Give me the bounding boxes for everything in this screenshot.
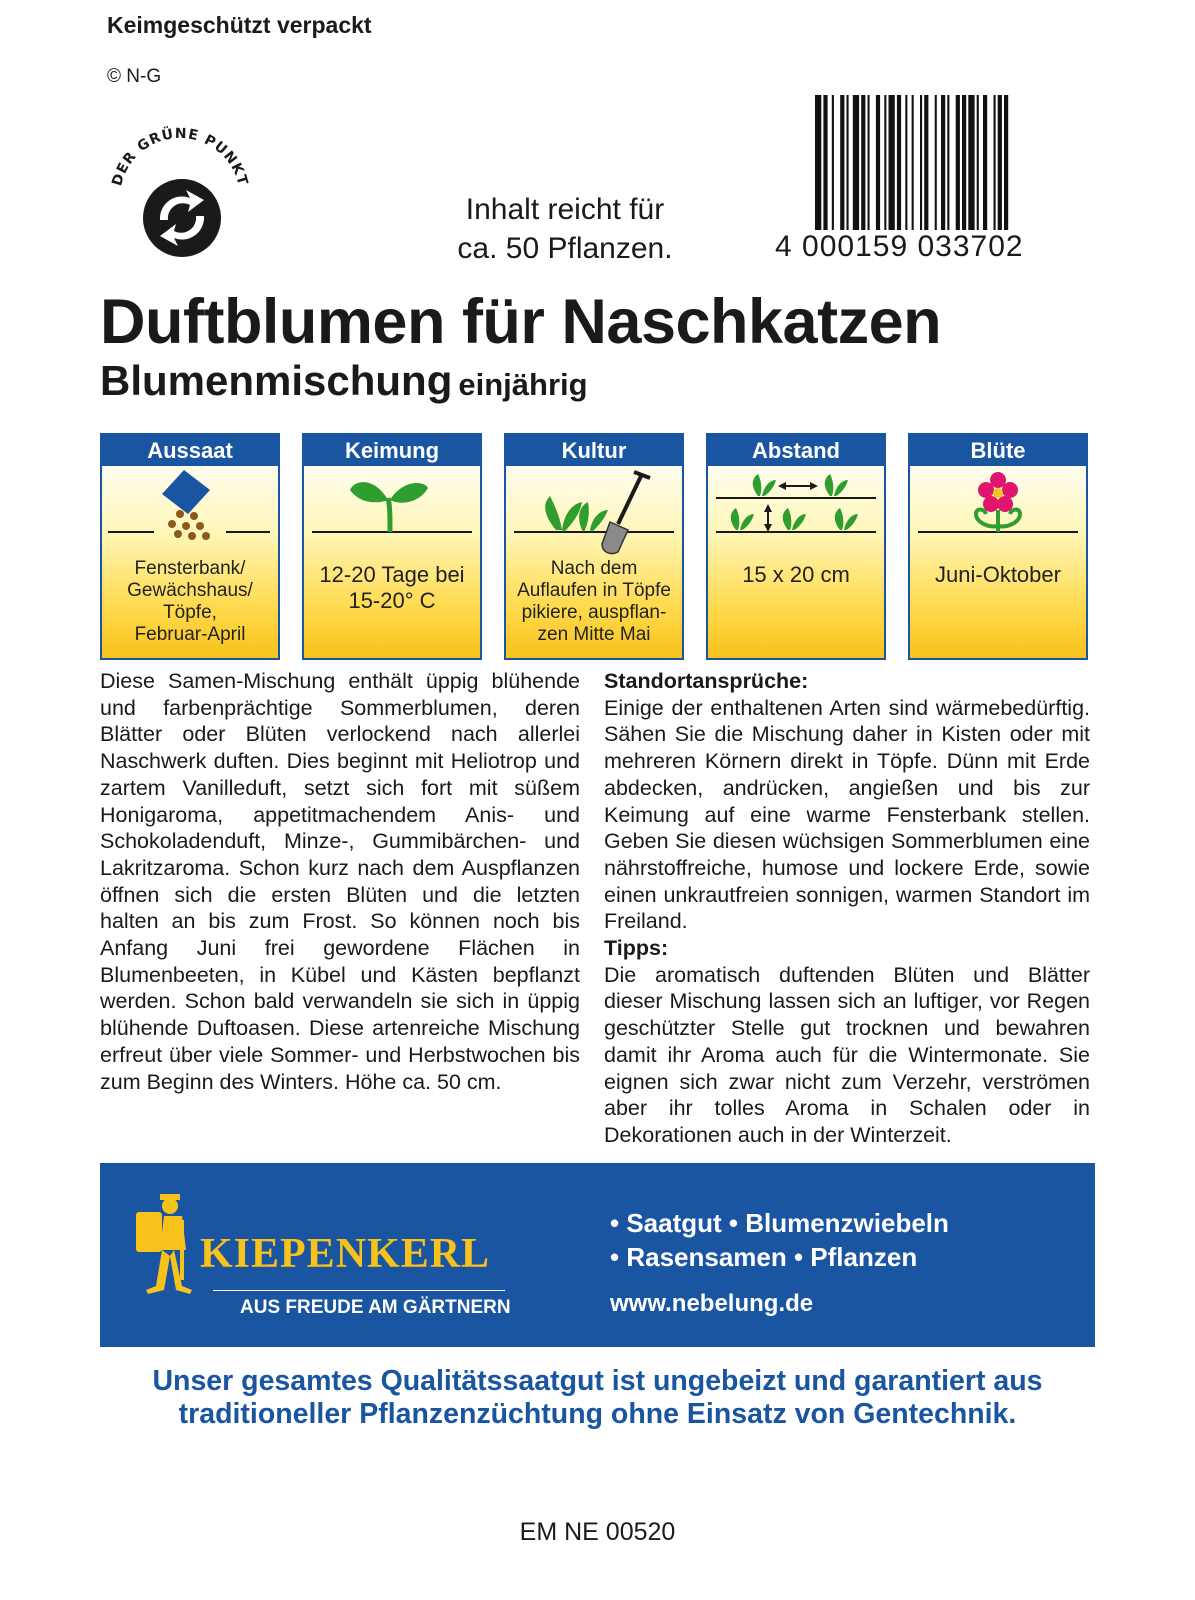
- contents-line-1: Inhalt reicht für: [465, 193, 665, 226]
- quality-line-1: Unser gesamtes Qualitätssaatgut ist ungebeizt und garantiert aus: [152, 1365, 1043, 1397]
- panel-header: Aussaat: [147, 438, 233, 463]
- packaging-note: Keimgeschützt verpackt: [107, 12, 372, 38]
- description-text: Diese Samen-Mischung enthält üppig blühende und farbenprächtige Sommerblumen, deren Blätter oder Blüten verlockend nach allerlei Naschwerk duften. Dies beginnt mit Heliotrop und zartem Vanilleduft, setzt sich fort mit süßem Honigaroma, appetitmachendem Anis- und Schokoladenduft, Minze-, Gummibärchen- und Lakritzaroma. Schon kurz nach dem Auspflanzen öffnen sich die ersten Blüten und die letzten halten an bis zum Frost. So können noch bis Anfang Juni frei gewordene Flächen in Blumenbeeten, in Kübel und Kästen bepflanzt werden. Schon bald verwandeln sie sich in üppig blühende Duftoasen. Diese artenreiche Mischung erfreut über viele Sommer- und Herbstwochen bis zum Beginn des Winters. Höhe ca. 50 cm.: [100, 669, 580, 1094]
- contents-info: [420, 190, 710, 268]
- kiepenkerl-figure-icon: [130, 1190, 200, 1300]
- tips-text: Die aromatisch duftenden Blüten und Blätter dieser Mischung lassen sich an luftiger, vor Regen geschützter Stelle gut trocknen und bewahren damit ihr Aroma auch für die Wintermonate. Sie eignen sich zwar nicht zum Verzehr, verströmen aber ihr tolles Aroma in Schalen oder in Dekorationen auch in der Winterzeit.: [604, 962, 1090, 1147]
- panel-line: Töpfe,: [163, 602, 217, 623]
- panel-aussaat: [100, 433, 280, 660]
- barcode-number: 4 000159 033702: [773, 230, 1075, 264]
- green-dot-label: DER GRÜNE PUNKT: [109, 125, 250, 188]
- panel-header: Abstand: [752, 438, 840, 463]
- panel-line: pikiere, auspflan-: [521, 602, 667, 623]
- panel-text: [106, 558, 274, 646]
- panel-abstand: [706, 433, 886, 660]
- panel-line: Nach dem: [550, 558, 638, 579]
- panel-header: Kultur: [561, 438, 627, 463]
- panel-line: Gewächshaus/: [127, 580, 253, 601]
- panel-text: [914, 562, 1082, 588]
- panel-line: 15 x 20 cm: [742, 562, 850, 587]
- location-text: Einige der enthaltenen Arten sind wärmebedürftig. Sähen Sie die Mischung daher in Kisten oder mit mehreren Körnern direkt in Töpfe. Dünn mit Erde abdecken, andrücken, angießen und bis zur Keimung auf eine warme Fensterbank stellen. Geben Sie diesen wüchsigen Sommerblumen eine nährstoffreiche, humose und lockere Erde, sowie einen unkrautfreien sonnigen, warmen Standort im Freiland.: [604, 695, 1090, 934]
- tips-heading: Tipps:: [604, 936, 669, 961]
- banner-bullet-1: • Saatgut • Blumenzwiebeln: [610, 1208, 949, 1238]
- care-instructions: [604, 668, 1090, 1149]
- contents-line-2: ca. 50 Pflanzen.: [457, 232, 673, 265]
- panel-line: Februar-April: [134, 624, 246, 645]
- panel-line: Juni-Oktober: [935, 562, 1061, 587]
- website-link[interactable]: www.nebelung.de: [610, 1290, 814, 1317]
- panel-bluete: [908, 433, 1088, 660]
- quality-statement: [100, 1365, 1095, 1431]
- panel-line: 15-20° C: [348, 588, 436, 613]
- location-heading: Standortansprüche:: [604, 669, 809, 693]
- svg-text:DER GRÜNE PUNKT: [109, 124, 250, 188]
- panel-text: [712, 562, 880, 588]
- panel-line: Fensterbank/: [134, 558, 246, 579]
- panel-keimung: [302, 433, 482, 660]
- panel-text: [308, 562, 476, 614]
- subtitle-note: einjährig: [458, 367, 588, 402]
- product-subtitle: [100, 357, 588, 409]
- green-dot-logo: [100, 118, 250, 268]
- panel-line: 12-20 Tage bei: [319, 562, 465, 587]
- quality-line-2: traditioneller Pflanzenzüchtung ohne Einsatz von Gentechnik.: [178, 1398, 1017, 1430]
- brand-slogan: AUS FREUDE AM GÄRTNERN: [240, 1297, 511, 1318]
- panel-kultur: [504, 433, 684, 660]
- panel-header: Blüte: [970, 438, 1026, 463]
- brand-divider: [213, 1290, 505, 1291]
- panel-line: Auflaufen in Töpfe: [517, 580, 671, 601]
- panel-line: zen Mitte Mai: [537, 624, 651, 645]
- banner-bullet-2: • Rasensamen • Pflanzen: [610, 1242, 918, 1272]
- panel-text: [510, 558, 678, 646]
- copyright-note: © N-G: [107, 66, 162, 87]
- subtitle-text: Blumenmischung: [100, 357, 453, 404]
- barcode: [775, 95, 1090, 270]
- product-code: EM NE 00520: [519, 1518, 676, 1546]
- panel-header: Keimung: [344, 438, 440, 463]
- brand-name: KIEPENKERL: [200, 1231, 491, 1277]
- product-title: Duftblumen für Naschkatzen: [100, 287, 942, 357]
